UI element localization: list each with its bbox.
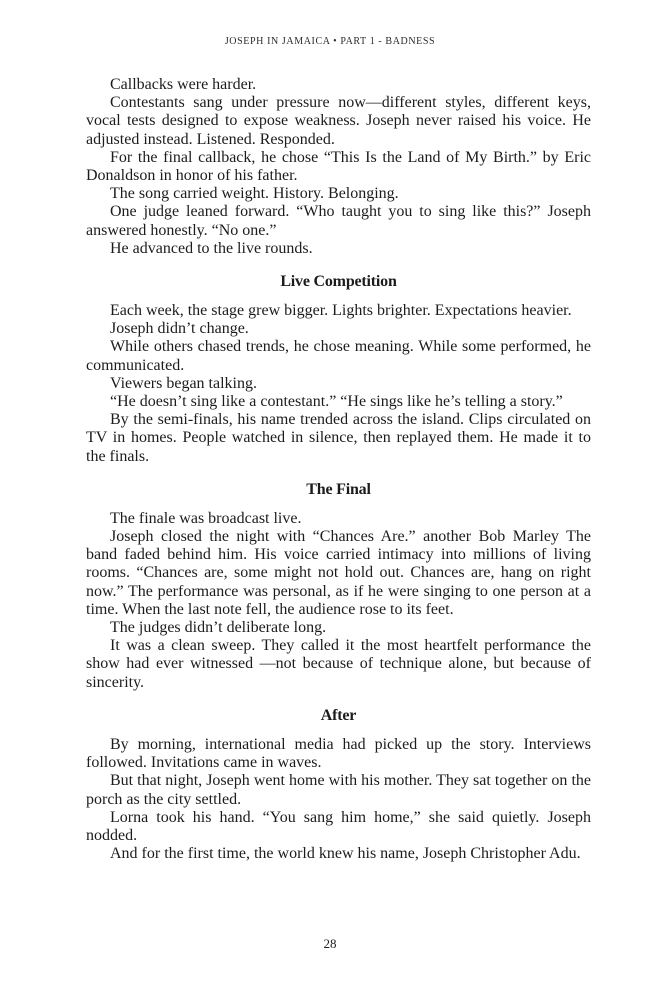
paragraph: And for the first time, the world knew his name, Joseph Christopher Adu. [110, 845, 581, 863]
paragraph: The finale was broadcast live. [110, 509, 302, 527]
section-heading: Live Competition [280, 273, 397, 291]
running-header: JOSEPH IN JAMAICA • PART 1 - BADNESS [224, 36, 436, 47]
paragraph: By morning, international media had picked up the story. Interviews followed. Invitations came in waves. [86, 735, 591, 772]
paragraph: Joseph didn’t change. [110, 320, 249, 338]
paragraph: Callbacks were harder. [110, 76, 257, 93]
paragraph: For the final callback, he chose “This Is the Land of My Birth.” by Eric Donaldson in honor of his father. [86, 148, 591, 185]
paragraph: Viewers began talking. [110, 374, 257, 392]
section-heading: The Final [306, 480, 371, 498]
paragraph: One judge leaned forward. “Who taught you to sing like this?” Joseph answered honestly. “No one.” [86, 203, 591, 239]
paragraph: The song carried weight. History. Belonging. [110, 185, 399, 203]
section-heading: After [320, 706, 357, 724]
paragraph: But that night, Joseph went home with his mother. They sat together on the porch as the city settled. [86, 772, 591, 808]
paragraph: Lorna took his hand. “You sang him home,” she said quietly. Joseph nodded. [86, 808, 591, 844]
paragraph: It was a clean sweep. They called it the most heartfelt performance the show had ever witnessed —not because of technique alone, but because of sincerity. [86, 637, 591, 691]
paragraph: By the semi-finals, his name trended across the island. Clips circulated on TV in homes. People watched in silence, then replayed them. He made it to the finals. [86, 411, 591, 465]
paragraph: Contestants sang under pressure now—different styles, different keys, vocal tests designed to expose weakness. Joseph never raised his voice. He adjusted instead. Listened. Responded. [86, 94, 591, 148]
paragraph: Joseph closed the night with “Chances Are.” another Bob Marley The band faded behind him. His voice carried intimacy into millions of living rooms. “Chances are, some might not hold out. Chances are, hang on right now.” The performance was personal, as if he were singing to one person at a time. When the last note fell, the audience rose to its feet. [86, 528, 591, 618]
paragraph: The judges didn’t deliberate long. [110, 619, 327, 637]
paragraph: He advanced to the live rounds. [110, 239, 313, 257]
paragraph: Each week, the stage grew bigger. Lights brighter. Expectations heavier. [110, 302, 572, 320]
paragraph: “He doesn’t sing like a contestant.” “He sings like he’s telling a story.” [110, 393, 563, 411]
paragraph: While others chased trends, he chose meaning. While some performed, he communicated. [86, 338, 591, 374]
page-number: 28 [323, 936, 337, 951]
body-text [86, 76, 591, 863]
